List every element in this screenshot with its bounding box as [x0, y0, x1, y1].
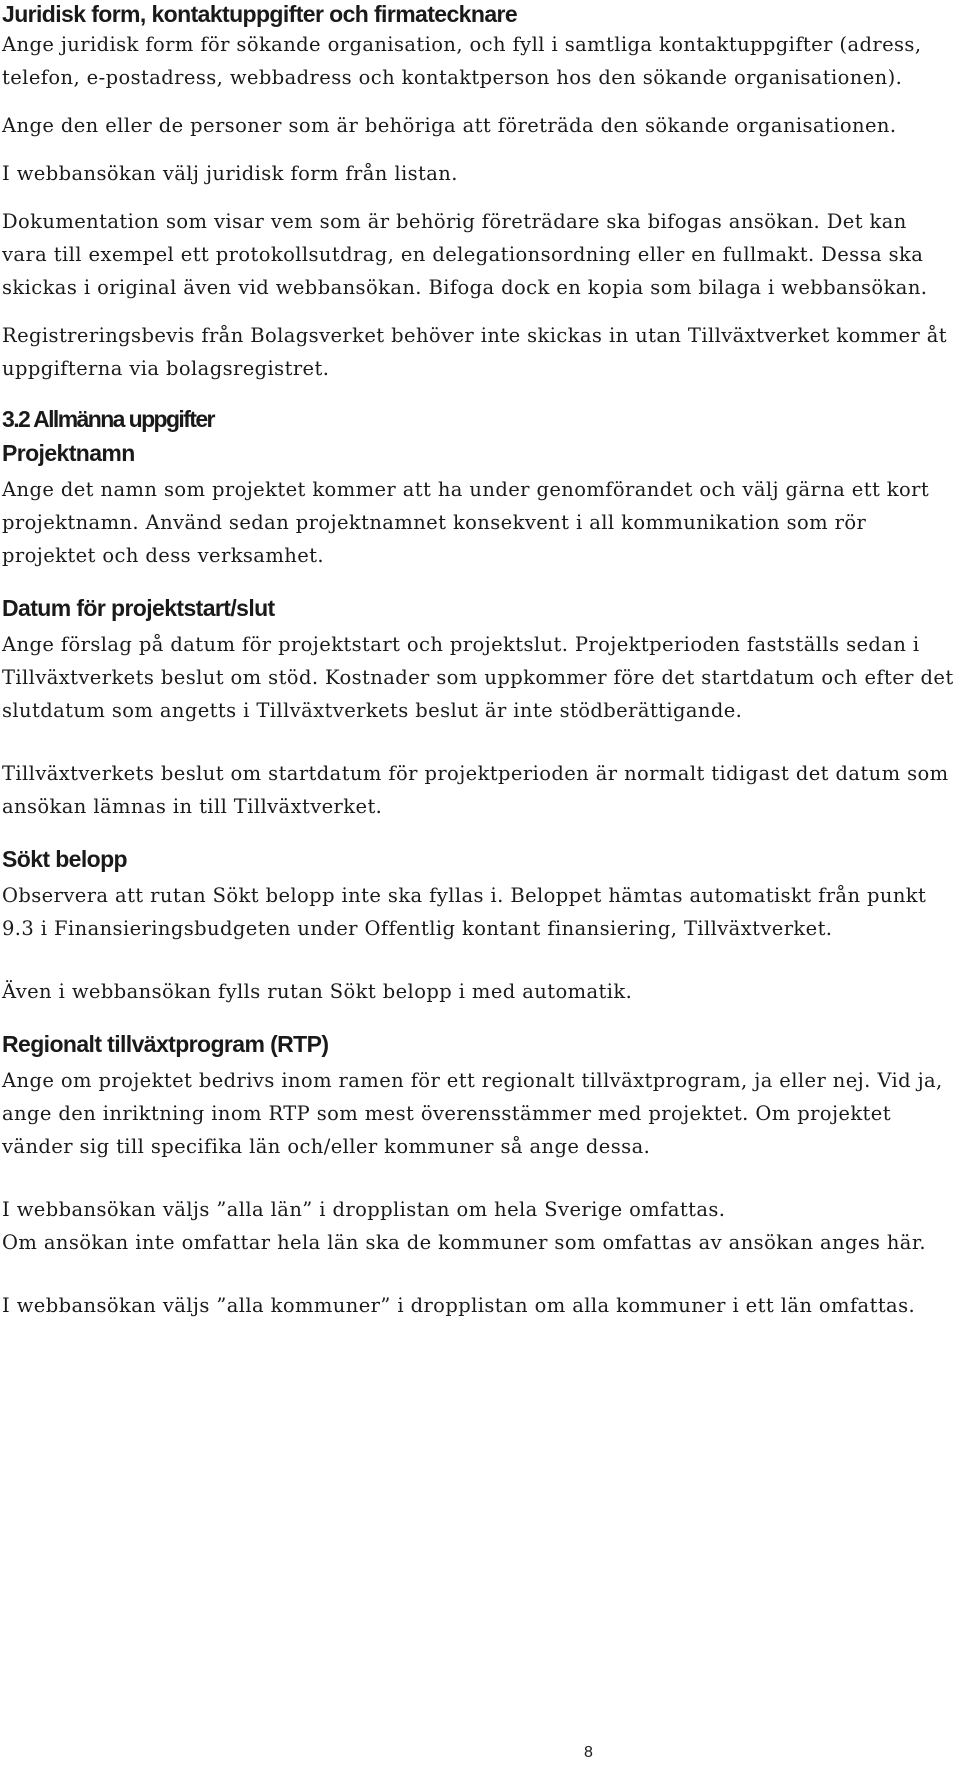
- amount-heading: Sökt belopp: [2, 846, 128, 872]
- rtp-heading: Regionalt tillväxtprogram (RTP): [2, 1031, 329, 1057]
- project-name-heading: Projektnamn: [2, 440, 135, 466]
- rtp-paragraph: I webbansökan väljs ”alla län” i dropplistan om hela Sverige omfattas.: [2, 1198, 726, 1221]
- amount-paragraph: Även i webbansökan fylls rutan Sökt belopp i med automatik.: [2, 980, 633, 1003]
- legal-form-paragraph: Registreringsbevis från Bolagsverket behöver inte skickas in utan Tillväxtverket kommer åt uppgifterna via bolagsregistret.: [2, 324, 948, 380]
- amount-paragraph: Observera att rutan Sökt belopp inte ska fyllas i. Beloppet hämtas automatiskt från punkt 9.3 i Finansieringsbudgeten under Offentlig kontant finansiering, Tillväxtverket.: [2, 884, 927, 940]
- project-name-paragraph: Ange det namn som projektet kommer att ha under genomförandet och välj gärna ett kort projektnamn. Använd sedan projektnamnet konsekvent i all kommunikation som rör projektet och dess verksamhet.: [2, 478, 930, 567]
- legal-form-paragraph: Ange den eller de personer som är behöriga att företräda den sökande organisationen.: [2, 114, 897, 137]
- dates-heading: Datum för projektstart/slut: [2, 595, 275, 621]
- dates-paragraph: Ange förslag på datum för projektstart och projektslut. Projektperioden fastställs sedan i Tillväxtverkets beslut om stöd. Kostnader som uppkommer före det startdatum och efter det slutdatum som angetts i Tillväxtverkets beslut är inte stödberättigande.: [2, 633, 954, 722]
- dates-paragraph: Tillväxtverkets beslut om startdatum för projektperioden är normalt tidigast det datum som ansökan lämnas in till Tillväxtverket.: [2, 762, 949, 818]
- legal-form-heading: Juridisk form, kontaktuppgifter och firmatecknare: [2, 1, 518, 27]
- legal-form-paragraph: I webbansökan välj juridisk form från listan.: [2, 162, 458, 185]
- rtp-paragraph: Ange om projektet bedrivs inom ramen för ett regionalt tillväxtprogram, ja eller nej. Vid ja, ange den inriktning inom RTP som mest överensstämmer med projektet. Om projektet vänder sig till specifika län och/eller kommuner så ange dessa.: [2, 1069, 943, 1158]
- page-number: 8: [584, 1744, 593, 1761]
- rtp-paragraph: Om ansökan inte omfattar hela län ska de kommuner som omfattas av ansökan anges här.: [2, 1231, 926, 1254]
- rtp-paragraph: I webbansökan väljs ”alla kommuner” i dropplistan om alla kommuner i ett län omfattas.: [2, 1294, 916, 1317]
- legal-form-paragraph: Ange juridisk form för sökande organisation, och fyll i samtliga kontaktuppgifter (adress, telefon, e-postadress, webbadress och kontaktperson hos den sökande organisationen).: [2, 33, 922, 89]
- legal-form-paragraph: Dokumentation som visar vem som är behörig företrädare ska bifogas ansökan. Det kan vara till exempel ett protokollsutdrag, en delegationsordning eller en fullmakt. Dessa ska skickas i original även vid webbansökan. Bifoga dock en kopia som bilaga i webbansökan.: [2, 210, 928, 299]
- section-heading: 3.2 Allmänna uppgifter: [2, 406, 214, 432]
